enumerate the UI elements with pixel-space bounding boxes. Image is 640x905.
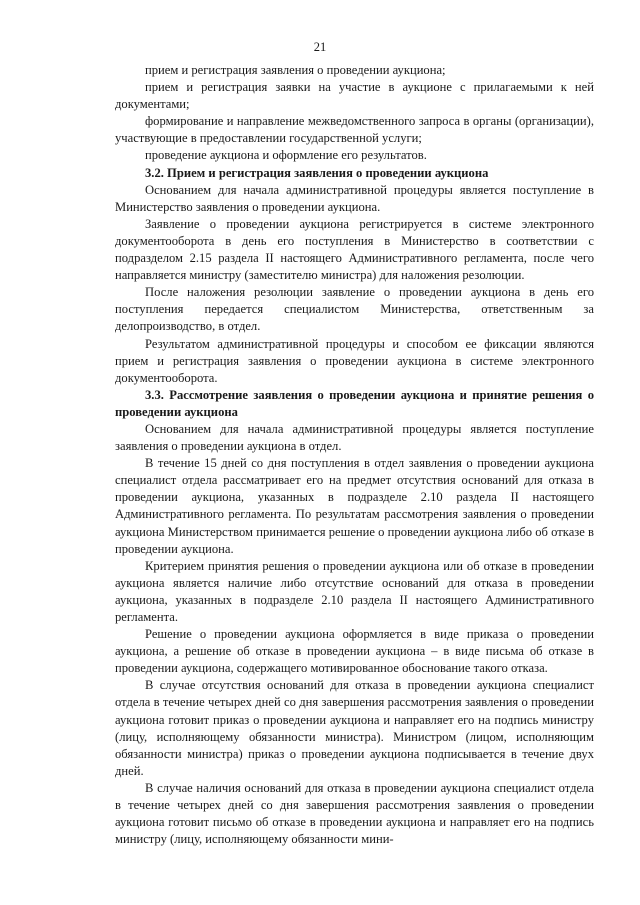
paragraph: В случае наличия оснований для отказа в проведении аукциона специалист отдела в течение четырех дней со дня завершения рассмотрения заявления о проведении аукциона готовит письмо об отказе в проведении аукциона и направляет его на подпись министру (лицу, исполняющему обязанности мини- bbox=[115, 780, 594, 847]
paragraph: Заявление о проведении аукциона регистрируется в системе электронного документооборота в день его поступления в Министерство в соответствии с подразделом 2.15 раздела II настоящего Административного регламента, после чего направляется министру (заместителю министра) для наложения резолюции. bbox=[115, 216, 594, 283]
paragraph: Критерием принятия решения о проведении аукциона или об отказе в проведении аукциона является наличие либо отсутствие оснований для отказа в проведении аукциона, указанных в подразделе 2.10 раздела II настоящего Административного регламента. bbox=[115, 558, 594, 624]
paragraph: прием и регистрация заявки на участие в аукционе с прилагаемыми к ней документами; bbox=[115, 80, 594, 112]
paragraph: Основанием для начала административной процедуры является поступление заявления о проведении аукциона в отдел. bbox=[115, 421, 594, 454]
section-heading: 3.2. Прием и регистрация заявления о проведении аукциона bbox=[145, 165, 489, 180]
paragraph: Основанием для начала административной процедуры является поступление в Министерство заявления о проведении аукциона. bbox=[115, 182, 594, 214]
paragraph: После наложения резолюции заявление о проведении аукциона в день его поступления передается специалистом Министерства, ответственным за делопроизводство, в отдел. bbox=[115, 285, 594, 334]
section-heading: 3.3. Рассмотрение заявления о проведении аукциона и принятие решения о проведении аукциона bbox=[115, 387, 594, 419]
document-body bbox=[115, 62, 594, 848]
paragraph: В течение 15 дней со дня поступления в отдел заявления о проведении аукциона специалист отдела рассматривает его на предмет отсутствия оснований для отказа в проведении аукциона, указанных в подразделе 2.10 раздела II настоящего Административного регламента. По результатам рассмотрения заявления о проведении аукциона Министерством принимается решение о проведении аукциона либо об отказе в проведении аукциона. bbox=[115, 456, 594, 556]
paragraph: Результатом административной процедуры и способом ее фиксации являются прием и регистрация заявления о проведении аукциона в системе электронного документооборота. bbox=[115, 336, 594, 385]
paragraph: прием и регистрация заявления о проведении аукциона; bbox=[145, 63, 446, 77]
paragraph: формирование и направление межведомственного запроса в органы (организации), участвующие в предоставлении государственной услуги; bbox=[115, 114, 594, 146]
paragraph: В случае отсутствия оснований для отказа в проведении аукциона специалист отдела в течение четырех дней со дня завершения рассмотрения заявления о проведении аукциона готовит приказ о проведении аукциона и направляет его на подпись министру (лицу, исполняющему обязанности министра). Министром (лицом, исполняющим обязанности министра) приказ о проведении аукциона подписывается в течение двух дней. bbox=[115, 678, 594, 778]
paragraph: Решение о проведении аукциона оформляется в виде приказа о проведении аукциона, а решение об отказе в проведении аукциона – в виде письма об отказе в проведении аукциона, содержащего мотивированное обоснование такого отказа. bbox=[115, 627, 594, 676]
paragraph: проведение аукциона и оформление его результатов. bbox=[145, 148, 427, 163]
page-number: 21 bbox=[313, 40, 327, 54]
